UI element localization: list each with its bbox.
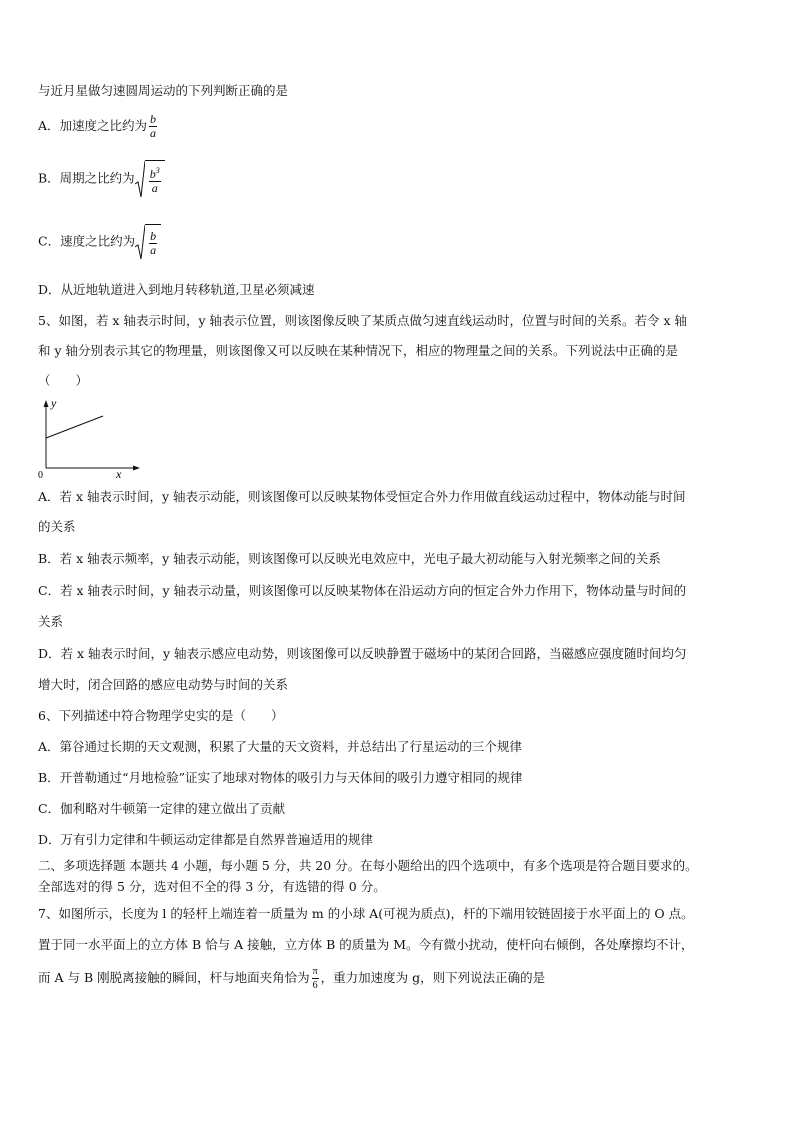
q4-option-a-fraction: [149, 113, 157, 140]
q6-option-a: A．第谷通过长期的天文观测，积累了大量的天文资料，并总结出了行星运动的三个规律: [38, 739, 523, 754]
fraction-numerator: b: [150, 112, 157, 126]
fraction-denominator: a: [150, 126, 157, 140]
q5-option-a-line2: 的关系: [38, 519, 76, 534]
q7-stem-line1: 7、如图所示，长度为 l 的轻杆上端连着一质量为 m 的小球 A(可视为质点)，杆的下端用铰链固接于水平面上的 O 点。: [38, 906, 694, 921]
fraction-numerator: [149, 164, 161, 182]
q5-answer-paren: （ ）: [38, 373, 89, 388]
q4-option-a-text: A．加速度之比约为: [38, 118, 148, 133]
q7-stem-line3-after: ，重力加速度为 g，则下列说法正确的是: [320, 970, 546, 985]
q7-stem-line3: [38, 963, 545, 993]
section2-instructions-line2: 全部选对的得 5 分，选对但不全的得 3 分，有选错的得 0 分。: [38, 879, 386, 894]
sqrt-icon: [135, 160, 165, 198]
graph-line: [46, 416, 103, 438]
q7-stem-line3-before: 而 A 与 B 刚脱离接触的瞬间，杆与地面夹角恰为: [38, 970, 310, 985]
fraction-numerator: π: [312, 966, 318, 977]
fraction-denominator: 6: [312, 980, 318, 991]
angle-fraction: [312, 965, 319, 992]
fraction-denominator: a: [151, 181, 158, 195]
q5-stem-line1: 5、如图，若 x 轴表示时间，y 轴表示位置，则该图像反映了某质点做匀速直线运动时，位置与时间的关系。若令 x 轴: [38, 313, 687, 328]
q4-option-c-fraction: [149, 230, 157, 257]
q4-option-c-text: C．速度之比约为: [38, 233, 136, 249]
q5-option-c-line2: 关系: [38, 614, 64, 629]
q5-option-d-line2: 增大时，闭合回路的感应电动势与时间的关系: [38, 677, 289, 692]
q7-stem-line2: 置于同一水平面上的立方体 B 恰与 A 接触，立方体 B 的质量为 M。今有微小扰动，使杆向右倾倒，各处摩擦均不计，: [38, 937, 694, 952]
q5-option-d-line1: D．若 x 轴表示时间，y 轴表示感应电动势，则该图像可以反映静置于磁场中的某闭合回路，当磁感应强度随时间均匀: [38, 646, 687, 661]
x-axis-arrow-icon: [133, 466, 140, 471]
numerator-base: b: [149, 167, 156, 181]
y-axis-arrow-icon: [44, 400, 49, 407]
q6-option-c: C．伽利略对牛顿第一定律的建立做出了贡献: [38, 801, 286, 816]
q4-intro: 与近月星做匀速圆周运动的下列判断正确的是: [38, 83, 289, 98]
origin-label: 0: [38, 470, 43, 480]
sqrt-icon: [135, 224, 161, 260]
q4-option-b-text: B．周期之比约为: [38, 170, 135, 186]
q5-graph: [36, 398, 146, 480]
q5-option-c-line1: C．若 x 轴表示时间，y 轴表示动量，则该图像可以反映某物体在沿运动方向的恒定合外力作用下，物体动量与时间的: [38, 583, 687, 598]
q4-option-b-fraction: [149, 164, 161, 195]
section2-instructions-line1: 二、多项选择题 本题共 4 小题，每小题 5 分，共 20 分。在每小题给出的四个选项中，有多个选项是符合题目要求的。: [38, 858, 698, 873]
q5-stem-line2: 和 y 轴分别表示其它的物理量，则该图像又可以反映在某种情况下，相应的物理量之间的关系。下列说法中正确的是: [38, 343, 679, 358]
q4-option-d: D．从近地轨道进入到地月转移轨道,卫星必须减速: [38, 282, 315, 297]
fraction-numerator: b: [150, 229, 157, 243]
q5-option-a-line1: A．若 x 轴表示时间，y 轴表示动能，则该图像可以反映某物体受恒定合外力作用做直线运动过程中，物体动能与时间: [38, 489, 686, 504]
q4-option-b: [38, 160, 165, 198]
numerator-exponent: 3: [155, 166, 160, 175]
x-axis-label: x: [116, 467, 122, 480]
y-axis-label: y: [51, 398, 57, 410]
q4-option-c: [38, 224, 161, 260]
q6-stem: 6、下列描述中符合物理学史实的是（ ）: [38, 708, 284, 723]
q5-option-b: B．若 x 轴表示频率，y 轴表示动能，则该图像可以反映光电效应中，光电子最大初动能与入射光频率之间的关系: [38, 551, 661, 566]
q4-option-a: [38, 113, 159, 140]
q6-option-d: D．万有引力定律和牛顿运动定律都是自然界普遍适用的规律: [38, 832, 374, 847]
q6-option-b: B．开普勒通过“月地检验”证实了地球对物体的吸引力与天体间的吸引力遵守相同的规律: [38, 770, 523, 785]
fraction-denominator: a: [150, 243, 157, 257]
